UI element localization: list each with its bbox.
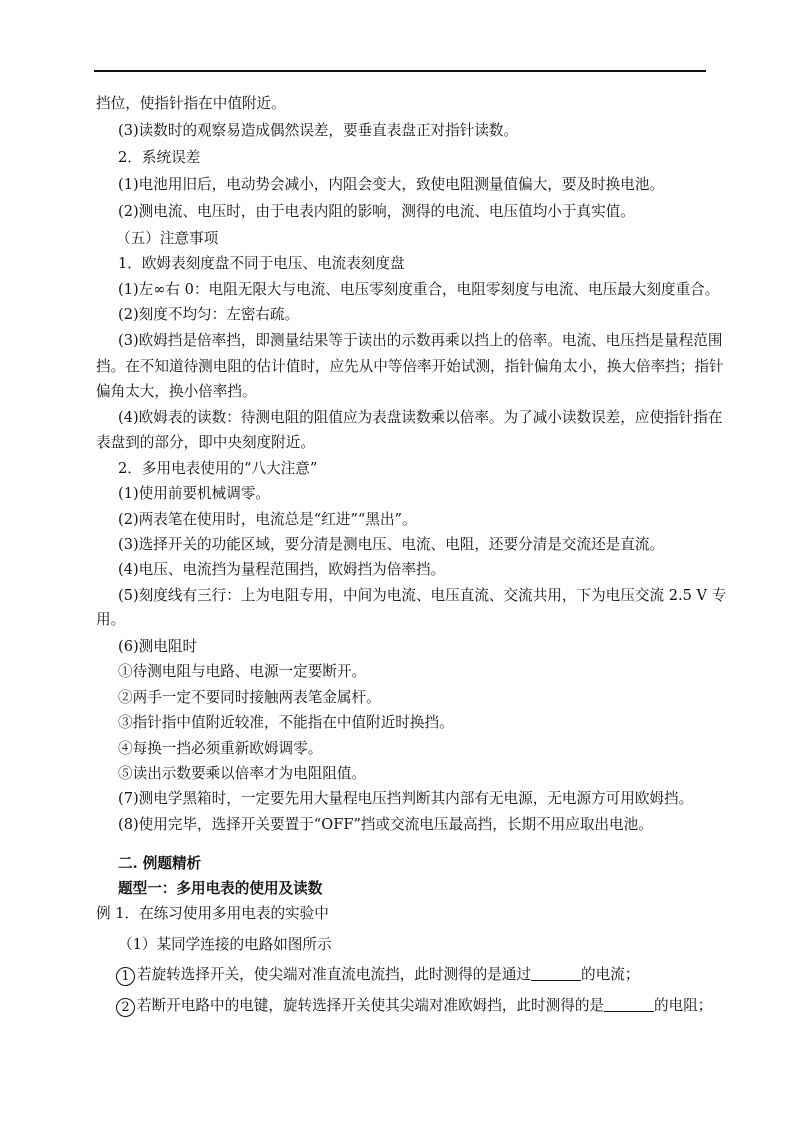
sub-question: （1）某同学连接的电路如图所示 bbox=[118, 936, 332, 953]
text-line: (6)测电阻时 bbox=[118, 638, 198, 655]
text-line: 表盘到的部分，即中央刻度附近。 bbox=[96, 434, 315, 451]
question-2 bbox=[116, 997, 712, 1017]
text-line: (5)刻度线有三行：上为电阻专用，中间为电流、电压直流、交流共用，下为电压交流 2.5 V 专 bbox=[118, 587, 727, 604]
text-line: (8)使用完毕，选择开关要置于“OFF”挡或交流电压最高挡，长期不用应取出电池。 bbox=[118, 816, 653, 833]
text-line: ⑤读出示数要乘以倍率才为电阻阻值。 bbox=[118, 765, 367, 782]
text-line: ③指针指中值附近较准，不能指在中值附近时换挡。 bbox=[118, 714, 454, 731]
text-line: ①待测电阻与电路、电源一定要断开。 bbox=[118, 663, 367, 680]
subheading: （五）注意事项 bbox=[116, 230, 219, 247]
text-line: (2)刻度不均匀：左密右疏。 bbox=[118, 306, 300, 323]
text-line: (3)读数时的观察易造成偶然误差，要垂直表盘正对指针读数。 bbox=[118, 122, 519, 139]
header-rule bbox=[94, 70, 706, 72]
text-line: (7)测电学黑箱时，一定要先用大量程电压挡判断其内部有无电源，无电源方可用欧姆挡。 bbox=[118, 790, 694, 807]
question-text: 若旋转选择开关，使尖端对准直流电流挡，此时测得的是通过 bbox=[137, 966, 532, 983]
example-title: 例 1．在练习使用多用电表的实验中 bbox=[96, 905, 329, 922]
text-line: 挡位，使指针指在中值附近。 bbox=[96, 95, 286, 112]
text-line: (4)电压、电流挡为量程范围挡，欧姆挡为倍率挡。 bbox=[118, 561, 446, 578]
circled-number: 1 bbox=[116, 967, 135, 986]
question-text: 若断开电路中的电键，旋转选择开关使其尖端对准欧姆挡，此时测得的是 bbox=[137, 997, 605, 1014]
text-line: (2)测电流、电压时，由于电表内阻的影响，测得的电流、电压值均小于真实值。 bbox=[118, 203, 635, 220]
text-line: 挡。在不知道待测电阻的估计值时，应先从中等倍率开始试测，指针偏角太小，换大倍率挡；指针 bbox=[96, 358, 724, 375]
circled-number: 2 bbox=[116, 998, 135, 1017]
subheading: 1．欧姆表刻度盘不同于电压、电流表刻度盘 bbox=[118, 255, 405, 272]
type-title: 题型一：多用电表的使用及读数 bbox=[118, 880, 323, 897]
text-line: (3)欧姆挡是倍率挡，即测量结果等于读出的示数再乘以挡上的倍率。电流、电压挡是量程范围 bbox=[118, 332, 723, 349]
text-line: ④每换一挡必须重新欧姆调零。 bbox=[118, 740, 323, 757]
answer-blank[interactable] bbox=[531, 966, 581, 981]
text-line: ②两手一定不要同时接触两表笔金属杆。 bbox=[118, 689, 381, 706]
subheading: 2．多用电表使用的“八大注意” bbox=[118, 460, 318, 477]
text-line: (1)电池用旧后，电动势会减小，内阻会变大，致使电阻测量值偏大，要及时换电池。 bbox=[118, 176, 665, 193]
text-line: (1)使用前要机械调零。 bbox=[118, 485, 271, 502]
question-1 bbox=[116, 966, 639, 986]
question-text: 的电阻； bbox=[654, 997, 713, 1014]
text-line: (4)欧姆表的读数：待测电阻的阻值应为表盘读数乘以倍率。为了减小读数误差，应使指针指在 bbox=[118, 409, 723, 426]
text-line: (3)选择开关的功能区域，要分清是测电压、电流、电阻，还要分清是交流还是直流。 bbox=[118, 536, 665, 553]
section-title: 二. 例题精析 bbox=[118, 855, 202, 872]
subheading: 2．系统误差 bbox=[118, 149, 201, 166]
answer-blank[interactable] bbox=[604, 997, 654, 1012]
text-line: 偏角太大，换小倍率挡。 bbox=[96, 383, 257, 400]
question-text: 的电流； bbox=[581, 966, 640, 983]
text-line: 用。 bbox=[96, 611, 126, 628]
text-line: (1)左∞右 0：电阻无限大与电流、电压零刻度重合，电阻零刻度与电流、电压最大刻度重合。 bbox=[118, 281, 720, 298]
text-line: (2)两表笔在使用时，电流总是“红进”“黑出”。 bbox=[118, 511, 417, 528]
